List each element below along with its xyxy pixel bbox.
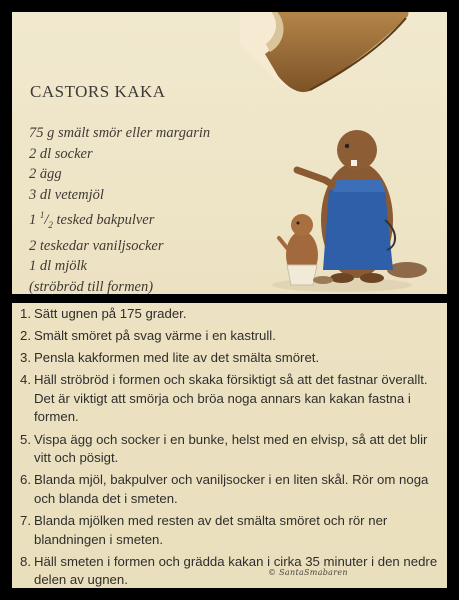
step-text: Smält smöret på svag värme i en kastrull. — [34, 328, 276, 344]
instruction-step — [20, 471, 439, 508]
instruction-step — [20, 305, 439, 324]
step-text: Vispa ägg och socker i en bunke, helst med en elvisp, så att det blir vitt och pösigt. — [34, 431, 428, 466]
instruction-list — [20, 305, 439, 588]
instruction-step — [20, 431, 439, 468]
fraction-whole: 1 — [29, 212, 37, 229]
step-text: Häll smeten i formen och grädda kakan i cirka 35 minuter i den nedre delen av ugnen. — [34, 553, 438, 588]
recipe-title: CASTORS KAKA — [30, 82, 166, 101]
recipe-card-top — [12, 12, 447, 294]
step-number: 1. — [20, 306, 31, 321]
recipe-card-bottom — [12, 303, 447, 588]
ingredient-item: 3 dl vetemjöl — [29, 186, 104, 203]
instruction-step — [20, 553, 439, 588]
step-text: Sätt ugnen på 175 grader. — [34, 306, 187, 321]
instruction-step — [20, 512, 439, 549]
fraction-numerator: 1 — [39, 210, 45, 221]
ingredient-item: (ströbröd till formen) — [29, 278, 154, 294]
step-number: 4. — [20, 372, 31, 388]
step-text: Blanda mjölken med resten av det smälta smöret och rör ner blandningen i smeten. — [34, 512, 388, 547]
ingredient-text: tesked bakpulver — [56, 212, 155, 229]
ingredient-item: 2 teskedar vaniljsocker — [29, 237, 164, 254]
step-number: 5. — [20, 431, 31, 447]
ingredient-list — [29, 123, 210, 294]
fraction: 1 $^1/_2$ — [29, 210, 53, 231]
step-number: 8. — [20, 553, 31, 569]
step-text: Pensla kakformen med lite av det smälta smöret. — [34, 350, 320, 366]
instruction-step — [20, 327, 439, 346]
ingredient-item-fraction — [29, 205, 210, 235]
ingredient-item: 2 ägg — [29, 166, 62, 183]
step-number: 3. — [20, 350, 31, 366]
step-number: 2. — [20, 328, 31, 344]
photographer-signature: © SantaSmabaren — [268, 568, 348, 577]
fraction-denominator: 2 — [48, 220, 53, 231]
cake-slice-illustration — [240, 12, 410, 99]
step-number: 6. — [20, 472, 31, 488]
step-number: 7. — [20, 512, 31, 528]
beavers-illustration — [257, 120, 427, 294]
step-text: Häll ströbröd i formen och skaka försiktigt så att det fastnar överallt. Det är viktigt att smörja och bröa noga annars kan kakan fastna i formen. — [34, 372, 428, 425]
instruction-step — [20, 349, 439, 368]
instruction-step — [20, 371, 439, 427]
ingredient-item: 2 dl socker — [29, 145, 93, 162]
ingredient-item: 75 g smält smör eller margarin — [29, 125, 211, 141]
ingredient-item: 1 dl mjölk — [29, 258, 87, 275]
step-text: Blanda mjöl, bakpulver och vaniljsocker i en liten skål. Rör om noga och blanda det i smeten. — [34, 472, 429, 506]
